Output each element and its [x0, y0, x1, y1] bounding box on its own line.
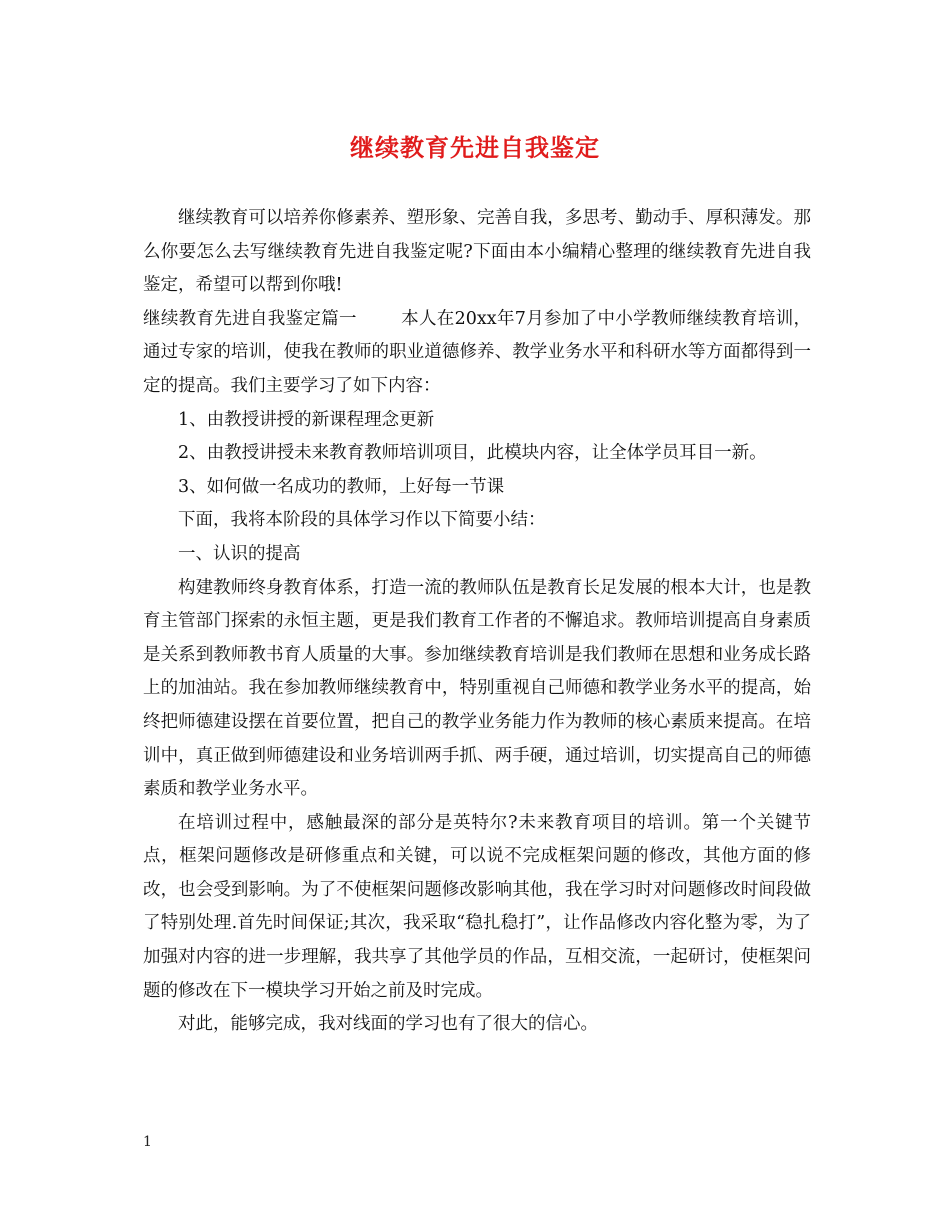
- summary-intro: 下面，我将本阶段的具体学习作以下简要小结：: [178, 510, 546, 531]
- page-number: 1: [143, 1134, 152, 1150]
- document-title: 继续教育先进自我鉴定: [350, 133, 600, 162]
- list-item: 3、如何做一名成功的教师，上好每一节课: [178, 476, 505, 497]
- intro-paragraph: 继续教育可以培养你修素养、塑形象、完善自我，多思考、勤动手、厚积薄发。那么你要怎么去写继续教育先进自我鉴定呢?下面由本小编精心整理的继续教育先进自我鉴定，希望可以帮到你哦!: [143, 208, 811, 296]
- body-paragraph-2: 在培训过程中，感触最深的部分是英特尔?未来教育项目的培训。第一个关键节点，框架问题修改是研修重点和关键，可以说不完成框架问题的修改，其他方面的修改，也会受到影响。为了不使框架问题修改影响其他，我在学习时对问题修改时间段做了特别处理.首先时间保证;其次，我采取“稳扎稳打”，让作品修改内容化整为零，为了加强对内容的进一步理解，我共享了其他学员的作品，互相交流，一起研讨，使框架问题的修改在下一模块学习开始之前及时完成。: [143, 812, 811, 1001]
- document-body: [143, 202, 811, 1042]
- section-heading: 一、认识的提高: [178, 543, 301, 564]
- body-paragraph-3: 对此，能够完成，我对线面的学习也有了很大的信心。: [178, 1014, 598, 1035]
- section-one-paragraph: [143, 303, 811, 404]
- list-item: 1、由教授讲授的新课程理念更新: [178, 409, 435, 430]
- body-paragraph-1: 构建教师终身教育体系，打造一流的教师队伍是教育长足发展的根本大计，也是教育主管部门探索的永恒主题，更是我们教育工作者的不懈追求。教师培训提高自身素质是关系到教师教书育人质量的大事。参加继续教育培训是我们教师在思想和业务成长路上的加油站。我在参加教师继续教育中，特别重视自己师德和教学业务水平的提高，始终把师德建设摆在首要位置，把自己的教学业务能力作为教师的核心素质来提高。在培训中，真正做到师德建设和业务培训两手抓、两手硬，通过培训，切实提高自己的师德素质和教学业务水平。: [143, 577, 811, 800]
- section-label: 继续教育先进自我鉴定篇一: [143, 308, 357, 329]
- section-intro-text: 本人在20xx年7月参加了中小学教师继续教育培训，通过专家的培训，使我在教师的职业道德修养、教学业务水平和科研水等方面都得到一定的提高。我们主要学习了如下内容：: [143, 308, 812, 396]
- list-item: 2、由教授讲授未来教育教师培训项目，此模块内容，让全体学员耳目一新。: [178, 443, 767, 464]
